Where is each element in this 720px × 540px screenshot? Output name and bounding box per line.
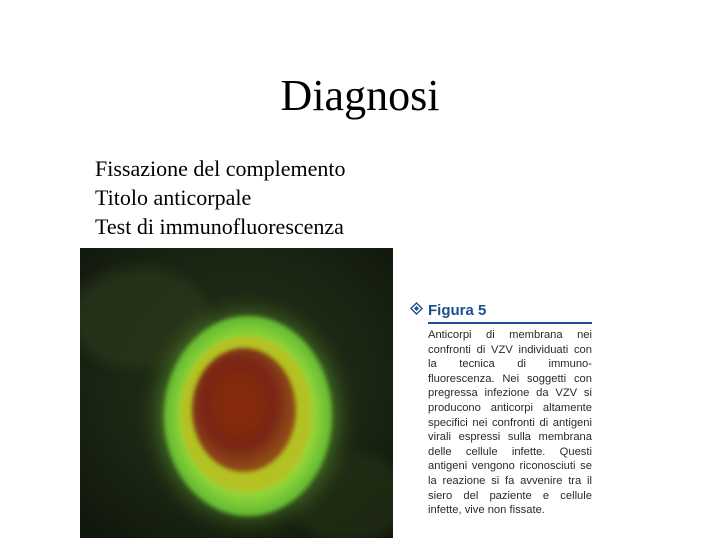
bullet-list <box>95 154 346 241</box>
figure-heading <box>410 302 592 319</box>
figure-label: Figura 5 <box>428 302 487 319</box>
bullet-item: Test di immunofluorescenza <box>95 214 344 239</box>
bullet-item: Fissazione del complemento <box>95 156 346 181</box>
bullet-item: Titolo anticorpale <box>95 185 252 210</box>
diamond-icon <box>410 302 423 319</box>
caption-divider <box>428 322 592 324</box>
slide-title: Diagnosi <box>280 71 440 120</box>
figure-caption <box>410 302 592 518</box>
caption-text: Anticorpi di membrana nei confronti di VZV individuati con la tecnica di immuno-fluorescenza. Nei soggetti con pregressa infezione da VZV si producono anticorpi altamente specifici nei confronti di antigeni virali espressi sulla membrana delle cellule infette. Questi antigeni vengono riconosciuti se la reazione si fa avvenire tra il siero del paziente e cellule infette, vive non fissate. <box>428 329 592 517</box>
immunofluorescence-micrograph <box>80 248 393 538</box>
